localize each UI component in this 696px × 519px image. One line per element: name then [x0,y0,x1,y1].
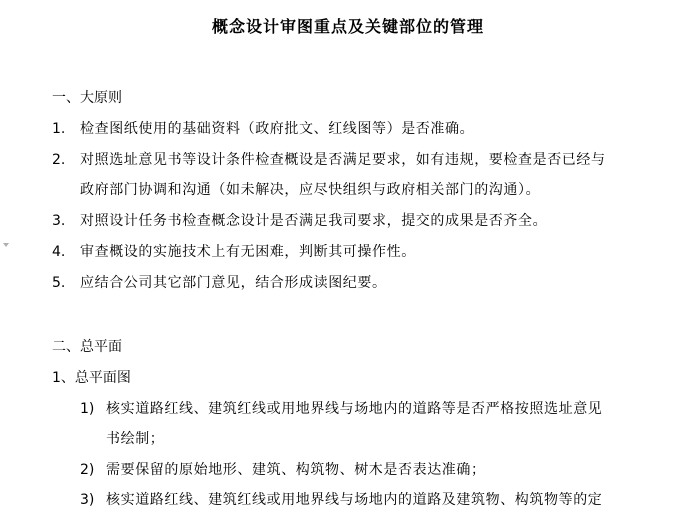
list-item-text: 对照选址意见书等设计条件检查概设是否满足要求，如有违规，要检查是否已经与 [80,152,606,168]
list-item-text-continued: 政府部门协调和沟通（如未解决，应尽快组织与政府相关部门的沟通）。 [80,182,541,198]
list-item-text-continued: 书绘制； [106,431,165,447]
margin-marker-icon [3,243,9,247]
list-item-text: 核实道路红线、建筑红线或用地界线与场地内的道路及建筑物、构筑物等的定 [106,492,603,508]
section-heading-site-plan: 二、总平面 [52,339,122,355]
list-item-number: 4. [52,244,66,260]
list-item-number: 1) [80,401,95,417]
list-item-text: 审查概设的实施技术上有无困难，判断其可操作性。 [80,244,416,260]
document-title: 概念设计审图重点及关键部位的管理 [211,17,484,36]
list-item-number: 3) [80,492,95,508]
list-item-number: 2. [52,152,66,168]
list-item-number: 5. [52,275,66,291]
list-item-text: 对照设计任务书检查概念设计是否满足我司要求，提交的成果是否齐全。 [80,213,548,229]
list-item-number: 3. [52,213,66,229]
list-item-text: 需要保留的原始地形、建筑、构筑物、树木是否表达准确； [106,462,486,478]
list-item-text: 检查图纸使用的基础资料（政府批文、红线图等）是否准确。 [80,121,475,137]
list-item-text: 应结合公司其它部门意见，结合形成读图纪要。 [80,275,387,291]
list-item-text: 核实道路红线、建筑红线或用地界线与场地内的道路等是否严格按照选址意见 [106,401,603,417]
list-item-number: 2) [80,462,95,478]
list-item-number: 1. [52,121,66,137]
section-heading-principles: 一、大原则 [52,90,122,106]
subsection-heading: 1、总平面图 [52,370,131,386]
